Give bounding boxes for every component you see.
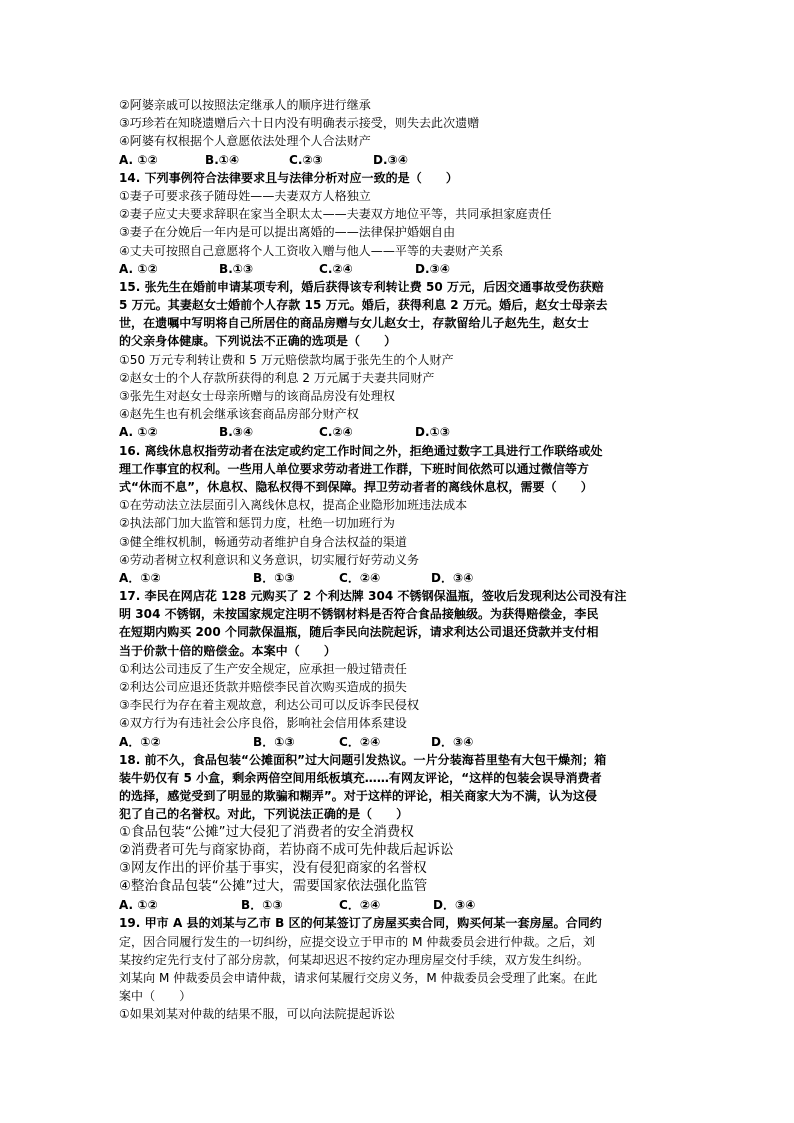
answer-options	[119, 423, 689, 441]
answer-option: C.②④	[319, 261, 353, 276]
answer-option: B.③④	[219, 425, 254, 440]
text-line: ④劳动者树立权利意识和义务意识，切实履行好劳动义务	[119, 552, 420, 567]
text-line: ①食品包装“公摊”过大侵犯了消费者的安全消费权	[119, 824, 414, 840]
question-text-line: 犯了自己的名誉权。对此，下列说法正确的是（ ）	[119, 807, 409, 822]
question-text-line: 在短期内购买 200 个同款保温瓶，随后李民向法院起诉，请求利达公司退还贷款并支付相	[119, 625, 599, 640]
answer-option: A．①②	[119, 734, 161, 749]
text-line: ③巧珍若在知晓遗赠后六十日内没有明确表示接受，则失去此次遗赠	[119, 116, 480, 131]
answer-options	[119, 569, 689, 587]
text-line: ④双方行为有违社会公序良俗，影响社会信用体系建设	[119, 716, 407, 731]
answer-option: A．①②	[119, 570, 161, 585]
question-text-line: 17. 李民在网店花 128 元购买了 2 个利达牌 304 不锈钢保温瓶，签收后发现利达公司没有注	[119, 589, 627, 604]
question-text-line: 的选择，感觉受到了明显的欺骗和糊弄”。对于这样的评论，相关商家大为不满，认为这侵	[119, 789, 597, 804]
question-text-line: 的父亲身体健康。下列说法不正确的选项是（ ）	[119, 334, 397, 349]
text-line: 刘某向 M 仲裁委员会申请仲裁，请求何某履行交房义务，M 仲裁委员会受理了此案。在此	[119, 971, 598, 985]
answer-options	[119, 733, 689, 751]
text-line: 案中（ ）	[119, 989, 192, 1004]
text-line: ③网友作出的评价基于事实，没有侵犯商家的名誉权	[119, 860, 427, 876]
question-text-line: 理工作事宜的权利。一些用人单位要求劳动者进工作群，下班时间依然可以通过微信等方	[119, 461, 589, 476]
question-text-line: 式“休而不息”，休息权、隐私权得不到保障。捍卫劳动者者的离线休息权，需要（ ）	[119, 479, 593, 494]
answer-option: B.①④	[205, 152, 240, 167]
answer-option: C．②④	[339, 570, 381, 585]
text-line: ①利达公司违反了生产安全规定，应承担一般过错责任	[119, 661, 407, 676]
question-text-line: 18. 前不久，食品包装“公摊面积”过大问题引发热议。一片分装海苔里垫有大包干燥剂；箱	[119, 752, 607, 767]
text-line: ①50 万元专利转让费和 5 万元赔偿款均属于张先生的个人财产	[119, 352, 454, 367]
text-line: ④整治食品包装“公摊”过大，需要国家依法强化监管	[119, 879, 428, 895]
question-text-line: 明 304 不锈钢，未按国家规定注明不锈钢材料是否符合食品接触级。为获得赔偿金，李民	[119, 607, 599, 622]
answer-option: C．②④	[339, 734, 381, 749]
answer-option: D.①③	[415, 425, 451, 440]
answer-option: D.③④	[373, 152, 409, 167]
text-line: ②消费者可先与商家协商，若协商不成可先仲裁后起诉讼	[119, 842, 454, 858]
answer-option: D．③④	[431, 570, 474, 585]
answer-options	[119, 896, 689, 914]
text-line: ①如果刘某对仲裁的结果不服，可以向法院提起诉讼	[119, 1007, 395, 1022]
question-text-line: 5 万元。其妻赵女士婚前个人存款 15 万元。婚后，获得利息 2 万元。婚后，赵女士母亲去	[119, 298, 608, 313]
answer-option: C.②④	[319, 425, 353, 440]
question-text-line: 16. 离线休息权指劳动者在法定或约定工作时间之外，拒绝通过数字工具进行工作联络或处	[119, 443, 603, 458]
answer-option: A. ①②	[119, 425, 158, 440]
question-text-line: 14. 下列事例符合法律要求且与法律分析对应一致的是（ ）	[119, 170, 458, 185]
question-text-line: 装牛奶仅有 5 小盒，剩余两倍空间用纸板填充……有网友评论，“这样的包装会误导消费者	[119, 770, 602, 785]
answer-option: C．②④	[339, 898, 381, 913]
answer-option: A. ①②	[119, 261, 158, 276]
answer-option: D．③④	[431, 734, 474, 749]
text-line: ③李民行为存在着主观故意，利达公司可以反诉李民侵权	[119, 698, 420, 713]
text-line: ③张先生对赵女士母亲所赠与的该商品房没有处理权	[119, 389, 395, 403]
question-text-line: 19. 甲市 A 县的刘某与乙市 B 区的何某签订了房屋买卖合同，购买何某一套房屋。合同约	[119, 916, 602, 931]
answer-option: B.①③	[219, 261, 254, 276]
answer-option: D.③④	[415, 261, 451, 276]
question-text-line: 15. 张先生在婚前申请某项专利，婚后获得该专利转让费 50 万元，后因交通事故受伤获赔	[119, 279, 604, 294]
text-line: 定，因合同履行发生的一切纠纷，应提交设立于甲市的 M 仲裁委员会进行仲裁。之后，刘	[119, 934, 596, 949]
text-line: ①在劳动法立法层面引入离线休息权，提高企业隐形加班违法成本	[119, 498, 468, 513]
answer-option: D．③④	[433, 898, 476, 913]
text-line: ①妻子可要求孩子随母姓——夫妻双方人格独立	[119, 188, 371, 203]
answer-options	[119, 260, 689, 278]
text-line: ②执法部门加大监管和惩罚力度，杜绝一切加班行为	[119, 516, 395, 531]
text-line: ③健全维权机制，畅通劳动者维护自身合法权益的渠道	[119, 534, 407, 549]
text-line: ②妻子应丈夫要求辞职在家当全职太太——夫妻双方地位平等，共同承担家庭责任	[119, 207, 552, 222]
text-line: ②赵女士的个人存款所获得的利息 2 万元属于夫妻共同财产	[119, 370, 435, 385]
text-line: ②利达公司应退还货款并赔偿李民首次购买造成的损失	[119, 680, 407, 694]
text-line: ②阿婆亲戚可以按照法定继承人的顺序进行继承	[119, 98, 371, 112]
text-line: 某按约定先行支付了部分房款，何某却迟迟不按约定办理房屋交付手续，双方发生纠纷。	[119, 952, 589, 967]
answer-option: B．①③	[253, 570, 295, 585]
question-text-line: 当于价款十倍的赔偿金。本案中（ ）	[119, 643, 336, 658]
text-line: ④赵先生也有机会继承该套商品房部分财产权	[119, 407, 359, 422]
answer-options	[119, 151, 689, 169]
answer-option: B．①③	[241, 898, 283, 913]
text-line: ④丈夫可按照自己意愿将个人工资收入赠与他人——平等的夫妻财产关系	[119, 243, 504, 258]
answer-option: B．①③	[253, 734, 295, 749]
text-line: ④阿婆有权根据个人意愿依法处理个人合法财产	[119, 134, 371, 149]
answer-option: A. ①②	[119, 898, 158, 913]
question-text-line: 世，在遗嘱中写明将自己所居住的商品房赠与女儿赵女士，存款留给儿子赵先生，赵女士	[119, 316, 589, 331]
answer-option: A. ①②	[119, 152, 158, 167]
text-line: ③妻子在分娩后一年内是可以提出离婚的——法律保护婚姻自由	[119, 225, 456, 240]
document-page	[119, 96, 689, 1024]
answer-option: C.②③	[289, 152, 323, 167]
